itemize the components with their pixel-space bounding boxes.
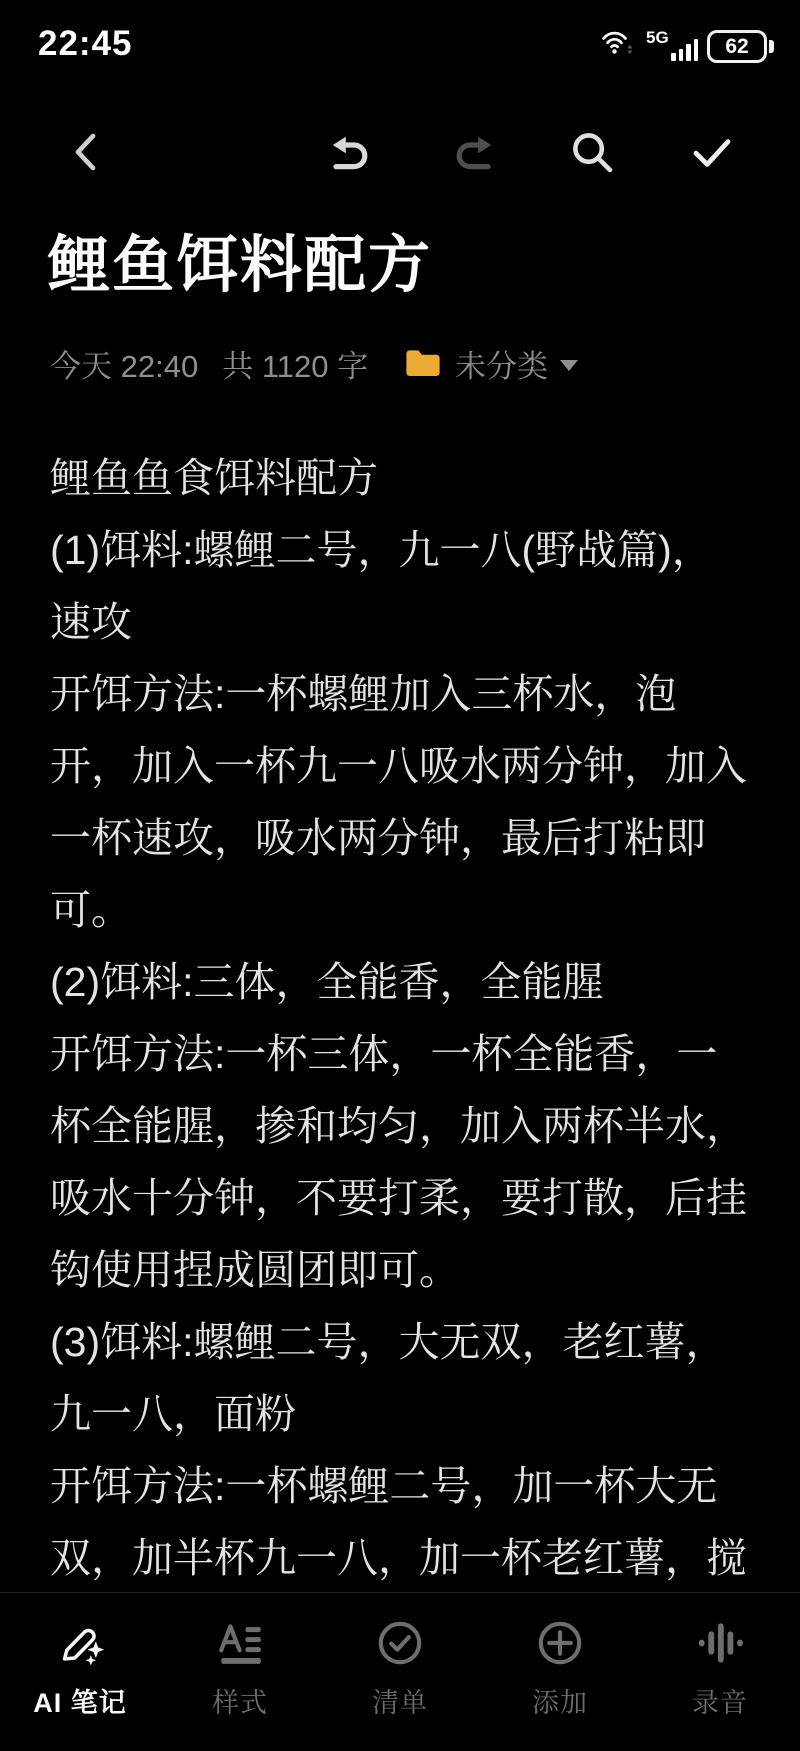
tab-add[interactable] [480,1593,640,1751]
note-body-editor[interactable] [50,442,766,1594]
note-line: 一杯速攻，吸水两分钟，最后打粘即 [50,815,706,861]
battery-level: 62 [707,30,767,63]
folder-icon [404,347,442,379]
wifi-icon [601,28,637,63]
note-line: 开饵方法:一杯三体，一杯全能香，一 [50,1031,718,1077]
checklist-icon [375,1617,425,1669]
search-button[interactable] [568,128,616,176]
word-count: 共 1120 字 [222,348,369,384]
note-meta-row [50,342,578,384]
note-line: 钩使用捏成圆团即可。 [50,1247,460,1293]
category-selector[interactable]: 未分类 [455,348,549,384]
confirm-button[interactable] [688,128,736,176]
note-date: 今天 22:40 [50,348,199,384]
tab-label: 录音 [692,1688,748,1718]
status-icons [601,28,774,63]
network-type-label: 5G [646,28,669,47]
redo-button[interactable] [448,128,496,176]
note-line: 鲤鱼鱼食饵料配方 [50,455,378,501]
bottom-toolbar [0,1592,800,1751]
battery-icon [707,30,774,63]
note-line: 杯全能腥，掺和均匀，加入两杯半水， [50,1103,747,1149]
tab-record[interactable] [640,1593,800,1751]
note-line: 可。 [50,887,132,933]
note-line: 吸水十分钟，不要打柔，要打散，后挂 [50,1175,747,1221]
note-line: 双，加半杯九一八，加一杯老红薯，搅 [50,1535,747,1581]
tab-ai-note[interactable] [0,1593,160,1751]
tab-label: 添加 [532,1688,588,1718]
note-line: 开饵方法:一杯螺鲤加入三杯水，泡 [50,671,677,717]
ai-pen-icon [55,1617,105,1669]
tab-style[interactable] [160,1593,320,1751]
text-style-icon [215,1617,265,1669]
status-time: 22:45 [38,24,133,63]
undo-button[interactable] [328,128,376,176]
note-line: (2)饵料:三体，全能香，全能腥 [50,959,604,1005]
note-line: 速攻 [50,599,132,645]
note-line: (1)饵料:螺鲤二号，九一八(野战篇)， [50,527,713,573]
note-line: 九一八，面粉 [50,1391,296,1437]
back-button[interactable] [64,128,112,176]
tab-label: 样式 [212,1688,268,1718]
cellular-signal-icon [646,28,698,63]
add-icon [535,1617,585,1669]
chevron-down-icon [560,360,578,371]
tab-label: AI 笔记 [33,1688,127,1718]
note-line: 开饵方法:一杯螺鲤二号，加一杯大无 [50,1463,718,1509]
note-line: 开，加入一杯九一八吸水两分钟，加入 [50,743,747,789]
voice-record-icon [695,1617,745,1669]
note-title[interactable]: 鲤鱼饵料配方 [48,231,433,300]
tab-label: 清单 [372,1688,428,1718]
tab-checklist[interactable] [320,1593,480,1751]
note-line: (3)饵料:螺鲤二号，大无双，老红薯， [50,1319,727,1365]
